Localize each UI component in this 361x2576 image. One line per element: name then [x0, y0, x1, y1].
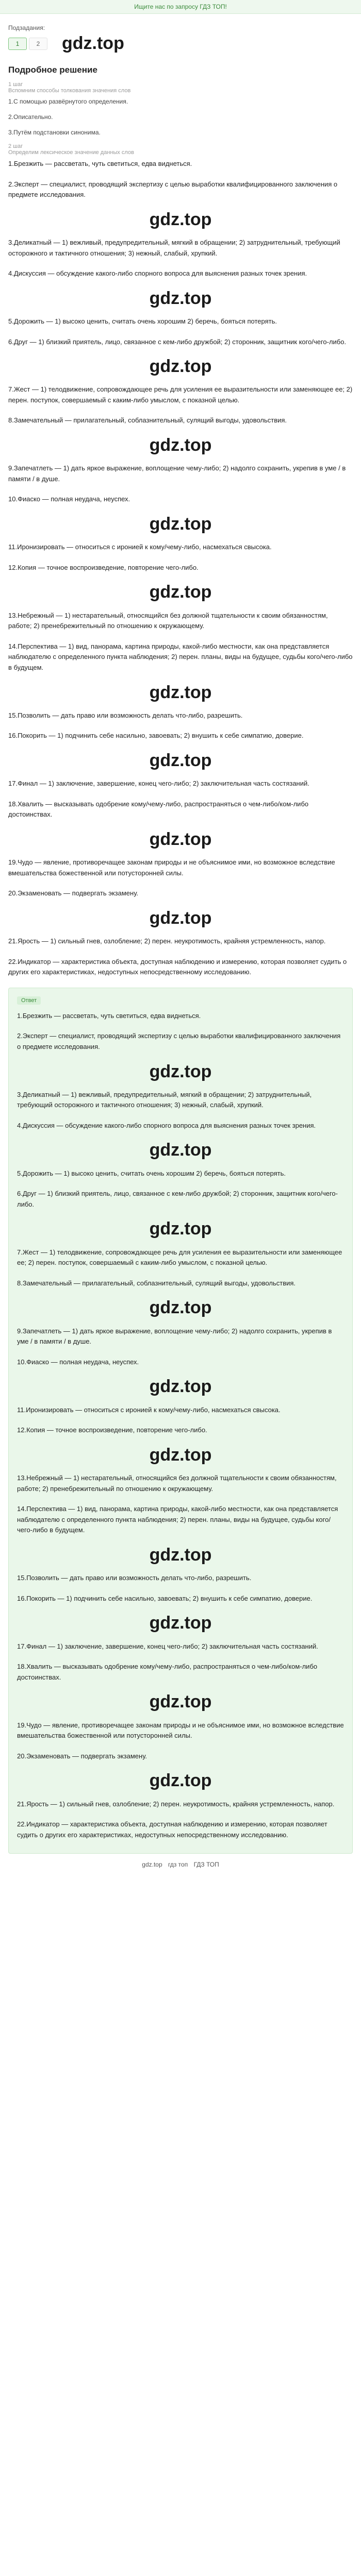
definition-item: 6.Друг — 1) близкий приятель, лицо, связанное с кем-либо дружбой; 2) сторонник, защитник кого/чего-либо.	[8, 337, 347, 346]
watermark: gdz.top	[149, 1298, 212, 1318]
watermark: gdz.top	[149, 908, 212, 928]
solution-steps	[8, 81, 353, 156]
definition-item: 15.Позволить — дать право или возможность делать что-либо, разрешить.	[8, 711, 243, 719]
watermark: gdz.top	[149, 514, 212, 534]
step-text: 3.Путём подстановки синонима.	[8, 129, 101, 136]
definition-item: 7.Жест — 1) телодвижение, сопровождающее речь для усиления ее выразительности или заменяющее ее; 2) перен. поступок, совершаемый с каким-либо умыслом, с показной целью.	[17, 1248, 342, 1267]
definition-item: 9.Запечатлеть — 1) дать яркое выражение, воплощение чему-либо; 2) надолго сохранить, укрепив в уме / в памяти / в душе.	[8, 464, 346, 483]
step-description: Вспомним способы толкования значения слов	[8, 88, 131, 94]
watermark: gdz.top	[149, 750, 212, 770]
definition-item: 5.Дорожить — 1) высоко ценить, считать очень хорошим 2) беречь, бояться потерять.	[17, 1169, 286, 1177]
step-label: 1 шаг	[8, 81, 23, 88]
definition-item: 12.Копия — точное воспроизведение, повторение чего-либо.	[8, 563, 199, 571]
definition-item: 3.Деликатный — 1) вежливый, предупредительный, мягкий в обращении; 2) затруднительный, требующий осторожного и тактичного отношения; 3) нежный, слабый, хрупкий.	[8, 238, 340, 257]
solution-list	[8, 159, 353, 978]
definition-item: 14.Перспектива — 1) вид, панорама, картина природы, какой-либо местности, как она представляется наблюдателю с определенного пункта наблюдения; 2) перен. планы, виды на будущее, судьбы кого/чего-либо в будущем.	[8, 642, 353, 671]
watermark: gdz.top	[149, 1140, 212, 1160]
definition-item: 13.Небрежный — 1) нестарательный, относящийся без должной тщательности к своим обязанностям, работе; 2) пренебрежительный по отношению к окружающему.	[8, 611, 328, 630]
definition-item: 20.Экзаменовать — подвергать экзамену.	[17, 1752, 147, 1760]
definition-item: 3.Деликатный — 1) вежливый, предупредительный, мягкий в обращении; 2) затруднительный, требующий осторожного и тактичного отношения; 3) нежный, слабый, хрупкий.	[17, 1090, 312, 1109]
definition-item: 18.Хвалить — высказывать одобрение кому/чему-либо, распространяться о чем-либо/ком-либо достоинствах.	[17, 1663, 318, 1681]
subtask-tabs	[8, 33, 353, 54]
watermark: gdz.top	[149, 1771, 212, 1791]
definition-item: 19.Чудо — явление, противоречащее законам природы и не объяснимое ими, но возможное вследствие вмешательства божественной или потусторонней силы.	[17, 1721, 344, 1740]
definition-item: 1.Брезжить — рассветать, чуть светиться, едва виднеться.	[8, 160, 192, 167]
definition-item: 22.Индикатор — характеристика объекта, доступная наблюдению и измерению, которая позволяет судить о других его характеристиках, недоступных непосредственному исследованию.	[17, 1820, 327, 1839]
step-label: 2 шаг	[8, 143, 23, 149]
definition-item: 14.Перспектива — 1) вид, панорама, картина природы, какой-либо местности, как она представляется наблюдателю с определенного пункта наблюдения; 2) перен. планы, виды на будущее, судьбы кого/чего-либо в будущем.	[17, 1505, 338, 1534]
definition-item: 17.Финал — 1) заключение, завершение, конец чего-либо; 2) заключительная часть состязаний.	[8, 779, 309, 788]
subtasks-label: Подзадания:	[8, 24, 45, 31]
site-brand: gdz.top	[62, 33, 124, 53]
definition-item: 21.Ярость — 1) сильный гнев, озлобление; 2) перен. неукротимость, крайняя устремленность, напор.	[8, 937, 326, 945]
definition-item: 9.Запечатлеть — 1) дать яркое выражение, воплощение чему-либо; 2) надолго сохранить, укрепив в уме / в памяти / в душе.	[17, 1327, 332, 1346]
watermark: gdz.top	[149, 435, 212, 455]
definition-item: 13.Небрежный — 1) нестарательный, относящийся без должной тщательности к своим обязанностям, работе; 2) пренебрежительный по отношению к окружающему.	[17, 1474, 337, 1493]
subtask-tab-2[interactable]: 2	[29, 38, 47, 50]
step-text: 2.Описательно.	[8, 113, 53, 121]
definition-item: 10.Фиаско — полная неудача, неуспех.	[17, 1358, 139, 1366]
watermark: gdz.top	[149, 829, 212, 849]
definition-item: 1.Брезжить — рассветать, чуть светиться, едва виднеться.	[17, 1011, 201, 1020]
watermark: gdz.top	[149, 1377, 212, 1397]
page-content	[0, 24, 361, 1880]
watermark: gdz.top	[149, 1613, 212, 1633]
footer	[8, 1854, 353, 1880]
definition-item: 16.Покорить — 1) подчинить себе насильно, завоевать; 2) внушить к себе симпатию, доверие.	[17, 1594, 313, 1602]
definition-item: 2.Эксперт — специалист, проводящий экспертизу с целью выработки квалифицированного заключения о предмете исследования.	[17, 1032, 341, 1050]
watermark: gdz.top	[149, 1061, 212, 1081]
footer-link[interactable]: gdz.top	[142, 1861, 162, 1869]
definition-item: 19.Чудо — явление, противоречащее законам природы и не объяснимое ими, но возможное вследствие вмешательства божественной или потусторонней силы.	[8, 858, 335, 877]
watermark: gdz.top	[149, 357, 212, 377]
answer-box	[8, 988, 353, 1854]
footer-link[interactable]: гдз топ	[168, 1861, 188, 1869]
definition-item: 21.Ярость — 1) сильный гнев, озлобление; 2) перен. неукротимость, крайняя устремленность, напор.	[17, 1800, 335, 1808]
top-banner[interactable]: Ищите нас по запросу ГДЗ ТОП!	[0, 0, 361, 14]
watermark: gdz.top	[149, 1219, 212, 1239]
definition-item: 8.Замечательный — прилагательный, соблазнительный, сулящий выгоды, удовольствия.	[8, 416, 287, 425]
definition-item: 8.Замечательный — прилагательный, соблазнительный, сулящий выгоды, удовольствия.	[17, 1279, 296, 1287]
watermark: gdz.top	[149, 288, 212, 308]
footer-link[interactable]: ГДЗ ТОП	[193, 1861, 219, 1869]
watermark: gdz.top	[149, 1545, 212, 1565]
definition-item: 18.Хвалить — высказывать одобрение кому/чему-либо, распространяться о чем-либо/ком-либо достоинствах.	[8, 800, 309, 819]
definition-item: 22.Индикатор — характеристика объекта, доступная наблюдению и измерению, которая позволяет судить о других его характеристиках, недоступных непосредственному исследованию.	[8, 957, 347, 976]
definition-item: 11.Иронизировать — относиться с иронией к кому/чему-либо, насмехаться свысока.	[8, 543, 272, 551]
watermark: gdz.top	[149, 1692, 212, 1712]
definition-item: 2.Эксперт — специалист, проводящий экспертизу с целью выработки квалифицированного заключения о предмете исследования.	[8, 180, 338, 199]
watermark: gdz.top	[149, 582, 212, 602]
definition-item: 11.Иронизировать — относиться с иронией к кому/чему-либо, насмехаться свысока.	[17, 1405, 281, 1414]
definition-item: 6.Друг — 1) близкий приятель, лицо, связанное с кем-либо дружбой; 2) сторонник, защитник кого/чего-либо.	[17, 1190, 338, 1208]
definition-item: 4.Дискуссия — обсуждение какого-либо спорного вопроса для выяснения разных точек зрения.	[8, 269, 307, 278]
definition-item: 5.Дорожить — 1) высоко ценить, считать очень хорошим 2) беречь, бояться потерять.	[8, 317, 277, 325]
solution-title: Подробное решение	[8, 65, 97, 75]
definition-item: 16.Покорить — 1) подчинить себе насильно, завоевать; 2) внушить к себе симпатию, доверие.	[8, 732, 304, 740]
watermark: gdz.top	[149, 209, 212, 229]
definition-item: 12.Копия — точное воспроизведение, повторение чего-либо.	[17, 1426, 207, 1434]
subtask-tab-1[interactable]: 1	[8, 38, 27, 50]
definition-item: 7.Жест — 1) телодвижение, сопровождающее речь для усиления ее выразительности или заменяющее ее; 2) перен. поступок, совершаемый с каким-либо умыслом, с показной целью.	[8, 385, 353, 404]
step-description: Определим лексическое значение данных слов	[8, 149, 134, 156]
definition-item: 17.Финал — 1) заключение, завершение, конец чего-либо; 2) заключительная часть состязаний.	[17, 1642, 318, 1650]
answer-list	[17, 1011, 344, 1840]
definition-item: 4.Дискуссия — обсуждение какого-либо спорного вопроса для выяснения разных точек зрения.	[17, 1121, 316, 1129]
step-text: 1.С помощью развёрнутого определения.	[8, 98, 128, 105]
definition-item: 20.Экзаменовать — подвергать экзамену.	[8, 889, 139, 897]
watermark: gdz.top	[149, 682, 212, 702]
watermark: gdz.top	[149, 1445, 212, 1465]
answer-tag: Ответ	[17, 996, 41, 1005]
definition-item: 10.Фиаско — полная неудача, неуспех.	[8, 495, 130, 503]
definition-item: 15.Позволить — дать право или возможность делать что-либо, разрешить.	[17, 1574, 252, 1582]
